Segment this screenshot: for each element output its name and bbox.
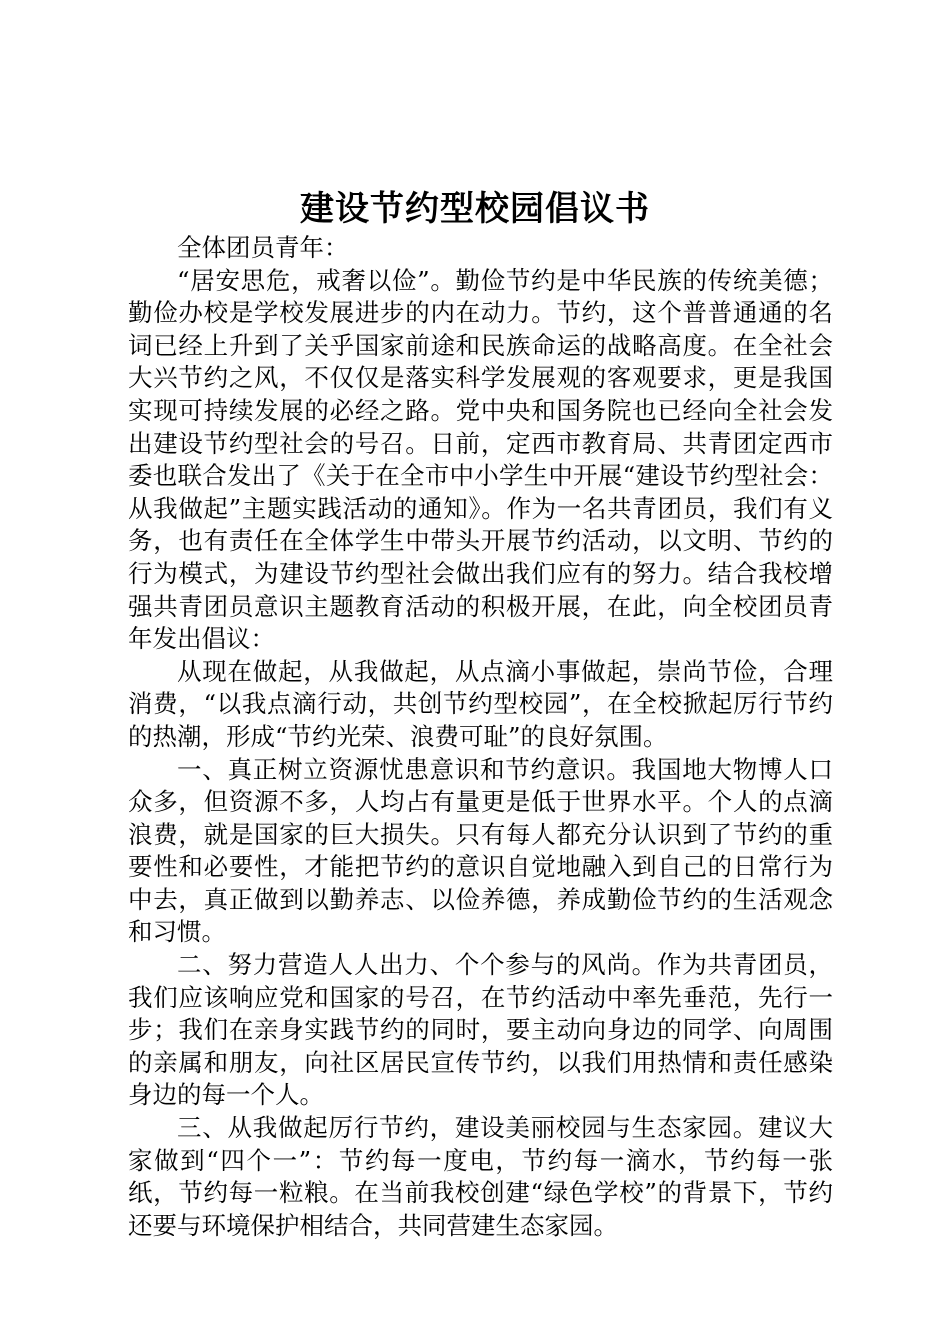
- salutation-paragraph: 全体团员青年：: [177, 233, 349, 262]
- document-title: 建设节约型校园倡议书: [300, 189, 650, 229]
- point-two-paragraph: 二、努力营造人人出力、个个参与的风尚。作为共青团员，我们应该响应党和国家的号召，在节约活动中率先垂范，先行一步；我们在亲身实践节约的同时，要主动向身边的同学、向周围的亲属和朋友，向社区居民宣传节约，以我们用热情和责任感染身边的每一个人。: [128, 950, 833, 1110]
- document-body: [128, 232, 833, 1242]
- intro-paragraph: “居安思危，戒奢以俭”。勤俭节约是中华民族的传统美德；勤俭办校是学校发展进步的内在动力。节约，这个普普通通的名词已经上升到了关乎国家前途和民族命运的战略高度。在全社会大兴节约之风，不仅仅是落实科学发展观的客观要求，更是我国实现可持续发展的必经之路。党中央和国务院也已经向全社会发出建设节约型社会的号召。日前，定西市教育局、共青团定西市委也联合发出了《关于在全市中小学生中开展“建设节约型社会：从我做起”主题实践活动的通知》。作为一名共青团员，我们有义务，也有责任在全体学生中带头开展节约活动，以文明、节约的行为模式，为建设节约型社会做出我们应有的努力。结合我校增强共青团员意识主题教育活动的积极开展，在此，向全校团员青年发出倡议：: [128, 265, 833, 654]
- call-to-action-paragraph: 从现在做起，从我做起，从点滴小事做起，崇尚节俭，合理消费，“以我点滴行动，共创节约型校园”，在全校掀起厉行节约的热潮，形成“节约光荣、浪费可耻”的良好氛围。: [128, 656, 833, 751]
- point-one-paragraph: 一、真正树立资源忧患意识和节约意识。我国地大物博人口众多，但资源不多，人均占有量更是低于世界水平。个人的点滴浪费，就是国家的巨大损失。只有每人都充分认识到了节约的重要性和必要性，才能把节约的意识自觉地融入到自己的日常行为中去，真正做到以勤养志、以俭养德，养成勤俭节约的生活观念和习惯。: [128, 754, 833, 947]
- point-three-paragraph: 三、从我做起厉行节约，建设美丽校园与生态家园。建议大家做到“四个一”：节约每一度电，节约每一滴水，节约每一张纸，节约每一粒粮。在当前我校创建“绿色学校”的背景下，节约还要与环境保护相结合，共同营建生态家园。: [128, 1113, 833, 1240]
